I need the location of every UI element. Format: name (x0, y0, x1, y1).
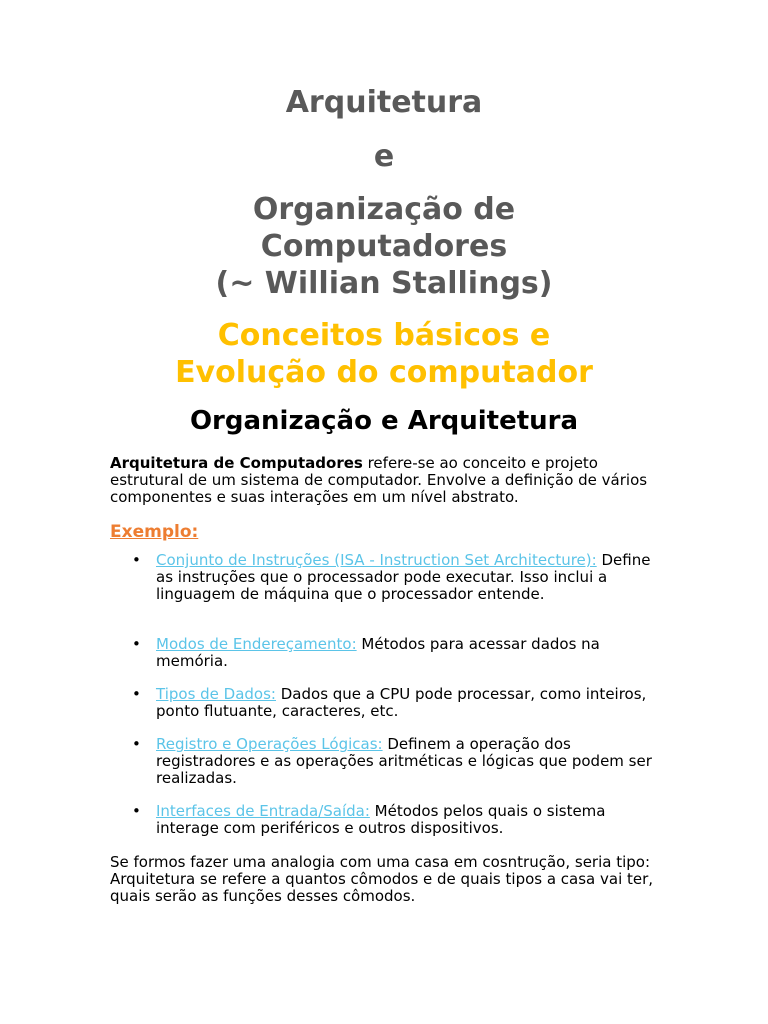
bullet-icon: • (132, 635, 141, 653)
bullet-icon: • (132, 802, 141, 820)
list-item-term-link[interactable]: Tipos de Dados: (156, 685, 276, 703)
document-page (110, 84, 658, 905)
list-item-term-link[interactable]: Interfaces de Entrada/Saída: (156, 802, 370, 820)
section-heading: Organização e Arquitetura (189, 406, 579, 436)
list-item (110, 686, 658, 720)
bullet-icon: • (132, 735, 141, 753)
subtitle-line-2: Evolução do computador (175, 355, 593, 390)
title-line-author: (~ Willian Stallings) (215, 266, 553, 301)
example-label: Exemplo: (110, 522, 199, 542)
list-item (110, 636, 658, 670)
intro-paragraph (110, 455, 658, 506)
list-item (110, 552, 658, 603)
subtitle-line-1: Conceitos básicos e (217, 318, 551, 353)
closing-line-1: Se formos fazer uma analogia com uma casa em cosntrução, seria tipo: (110, 853, 651, 871)
title-line-e: e (373, 139, 395, 174)
document-subtitle (110, 317, 658, 391)
bullet-icon: • (132, 551, 141, 569)
list-item-text: Dados que a CPU pode processar, como inteiros, ponto flutuante, caracteres, etc. (156, 685, 647, 720)
document-title (110, 84, 658, 302)
list-item-text: Métodos para acessar dados na memória. (156, 635, 600, 670)
list-item-term-link[interactable]: Conjunto de Instruções (ISA - Instruction Set Architecture): (156, 551, 597, 569)
intro-bold-term: Arquitetura de Computadores (110, 454, 363, 472)
list-item (110, 803, 658, 837)
list-item-term-link[interactable]: Registro e Operações Lógicas: (156, 735, 383, 753)
list-item-term-link[interactable]: Modos de Endereçamento: (156, 635, 357, 653)
title-line-computadores: Computadores (260, 229, 508, 264)
closing-line-2: Arquitetura se refere a quantos cômodos e de quais tipos a casa vai ter, quais serão as funções desses cômodos. (110, 870, 654, 905)
intro-text: refere-se ao conceito e projeto estrutural de um sistema de computador. Envolve a definição de vários componentes e suas interações em um nível abstrato. (110, 454, 648, 506)
closing-paragraph (110, 854, 658, 905)
list-item-text: Definem a operação dos registradores e as operações aritméticas e lógicas que podem ser realizadas. (156, 735, 652, 787)
bullet-icon: • (132, 685, 141, 703)
list-item-text: Métodos pelos quais o sistema interage com periféricos e outros dispositivos. (156, 802, 606, 837)
list-item-text: Define as instruções que o processador pode executar. Isso inclui a linguagem de máquina que o processador entende. (156, 551, 651, 603)
example-list (110, 552, 658, 837)
title-line-organizacao: Organização de (252, 192, 516, 227)
list-item (110, 736, 658, 787)
title-line-arquitetura: Arquitetura (285, 85, 483, 120)
